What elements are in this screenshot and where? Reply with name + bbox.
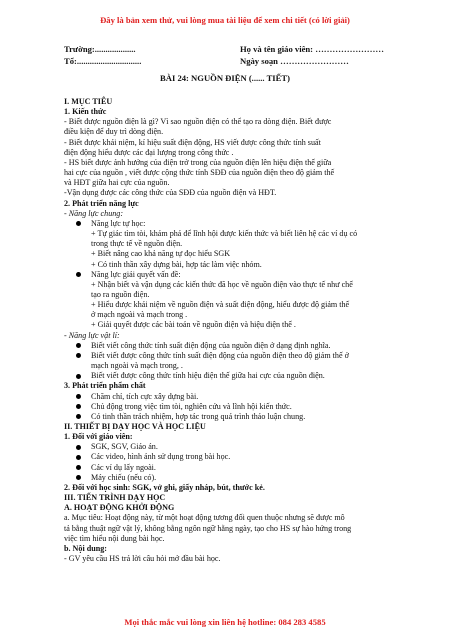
text-line: + Có tinh thần xây dựng bài, hợp tác làm việc nhóm. — [91, 259, 262, 269]
text-line: + Giải quyết được các bài toán về nguồn điện và hiệu điện thế . — [91, 320, 296, 330]
text-line: -Vận dụng được các công thức của SĐĐ của nguồn điện và HĐT. — [64, 188, 277, 198]
section-heading: I. MỤC TIÊU — [64, 97, 113, 106]
section-heading: A. HOẠT ĐỘNG KHỞI ĐỘNG — [64, 503, 175, 513]
subsection-label: - Năng lực chung: — [64, 208, 124, 218]
text-line: - HS biết được ảnh hưởng của điện trở trong của nguồn điện lên hiệu điện thế giữa — [64, 157, 332, 167]
hotline-banner: Mọi thắc mắc vui lòng xin liên hệ hotline: 084 283 4585 — [124, 617, 326, 627]
bullet-item: Có tinh thần trách nhiệm, hợp tác trong quá trình thảo luận chung. — [64, 412, 416, 422]
text-line: - Biết được nguồn điện là gì? Vì sao nguồn điện có thể tạo ra dòng điện. Biết được — [64, 117, 332, 127]
preview-notice-banner: Đây là bản xem thử, vui lòng mua tài liệu để xem chi tiết (có lời giải) — [100, 15, 350, 25]
text-line: mạch ngoài và mạch trong, . — [91, 361, 183, 371]
bullet-item: SGK, SGV, Giáo án. — [64, 442, 416, 452]
bullet-item: Các ví dụ lấy ngoài. — [64, 463, 416, 473]
section-heading: b. Nội dung: — [64, 543, 107, 553]
text-line: việc tìm hiểu nội dung bài học. — [64, 533, 165, 543]
text-line: hai cực của nguồn , viết được cộng thức tính SĐĐ của nguồn điện theo độ giảm thế — [64, 168, 335, 178]
group-label: Tổ:.............................. — [64, 56, 142, 66]
section-heading: III. TIẾN TRÌNH DẠY HỌC — [64, 493, 166, 503]
text-line: tả bằng thuật ngữ vật lý, không bằng ngôn ngữ hằng ngày, tạo cho HS sự hào hứng trong — [64, 523, 352, 533]
bullet-item: Chăm chỉ, tích cực xây dựng bài. — [64, 392, 416, 402]
subsection-label: - Năng lực vật lí: — [64, 330, 120, 340]
lesson-title: BÀI 24: NGUỒN ĐIỆN (...... TIẾT) — [160, 73, 290, 83]
bullet-item: Các video, hình ảnh sử dụng trong bài học. — [64, 452, 416, 462]
lesson-content — [64, 97, 416, 564]
text-line: - Biết được khái niệm, kí hiệu suất điện động, HS viết được công thức tính suất — [64, 137, 321, 147]
text-line: - GV yêu cầu HS trả lời câu hỏi mở đầu bài học. — [64, 554, 221, 564]
text-line: ở mạch ngoài và mạch trong . — [91, 310, 188, 320]
school-label: Trường:................... — [64, 44, 136, 54]
bullet-item: Năng lực tự học: — [64, 219, 416, 229]
section-heading: II. THIẾT BỊ DẠY HỌC VÀ HỌC LIỆU — [64, 422, 206, 431]
bullet-item: Biết viết được công thức tính suất điện động của nguồn điện theo độ giảm thế ở — [64, 351, 416, 361]
text-line: + Tự giác tìm tòi, khám phá để lĩnh hội được kiến thức và biết liên hệ các ví dụ có — [91, 229, 358, 239]
section-heading: 2. Phát triển năng lực — [64, 198, 139, 208]
text-line: điện động hiểu được các đại lượng trong công thức . — [64, 147, 234, 157]
text-line: điều kiện để duy trì dòng điện. — [64, 127, 164, 137]
text-line: + Biết nâng cao khả năng tự đọc hiểu SGK — [91, 249, 231, 259]
text-line: + Hiểu được khái niệm về nguồn điện và suất điện động, hiểu được độ giảm thế — [91, 300, 350, 310]
text-line: + Nhận biết và vận dụng các kiến thức đã học về nguồn điện vào thực tế như chế — [91, 279, 353, 289]
text-line: trong thực tế về nguồn điện. — [91, 239, 183, 249]
text-line: a. Mục tiêu: Hoạt động này, từ một hoạt động tương đối quen thuộc nhưng sẽ được mô — [64, 513, 345, 523]
bullet-item: Biết viết được công thức tính hiệu điện thế giữa hai cực của nguồn điện. — [64, 371, 416, 381]
section-heading: 3. Phát triển phẩm chất — [64, 381, 146, 391]
bullet-item: Máy chiếu (nếu có). — [64, 473, 416, 483]
section-heading: 2. Đối với học sinh: SGK, vở ghi, giấy nháp, bút, thước kẻ. — [64, 482, 265, 492]
bullet-item: Năng lực giải quyết vấn đề: — [64, 270, 416, 280]
bullet-item: Biết viết công thức tính suất điện động của nguồn điện ở dạng định nghĩa. — [64, 341, 416, 351]
section-heading: 1. Đối với giáo viên: — [64, 432, 133, 442]
text-line: và HĐT giữa hai cực của nguồn. — [64, 178, 170, 188]
section-heading: 1. Kiến thức — [64, 107, 107, 117]
bullet-item: Chủ động trong việc tìm tòi, nghiên cứu và lĩnh hội kiến thức. — [64, 402, 416, 412]
text-line: tạo ra nguồn điện. — [91, 289, 150, 299]
date-label: Ngày soạn …………………… — [240, 56, 349, 66]
teacher-label: Họ và tên giáo viên: …………………… — [240, 44, 384, 54]
